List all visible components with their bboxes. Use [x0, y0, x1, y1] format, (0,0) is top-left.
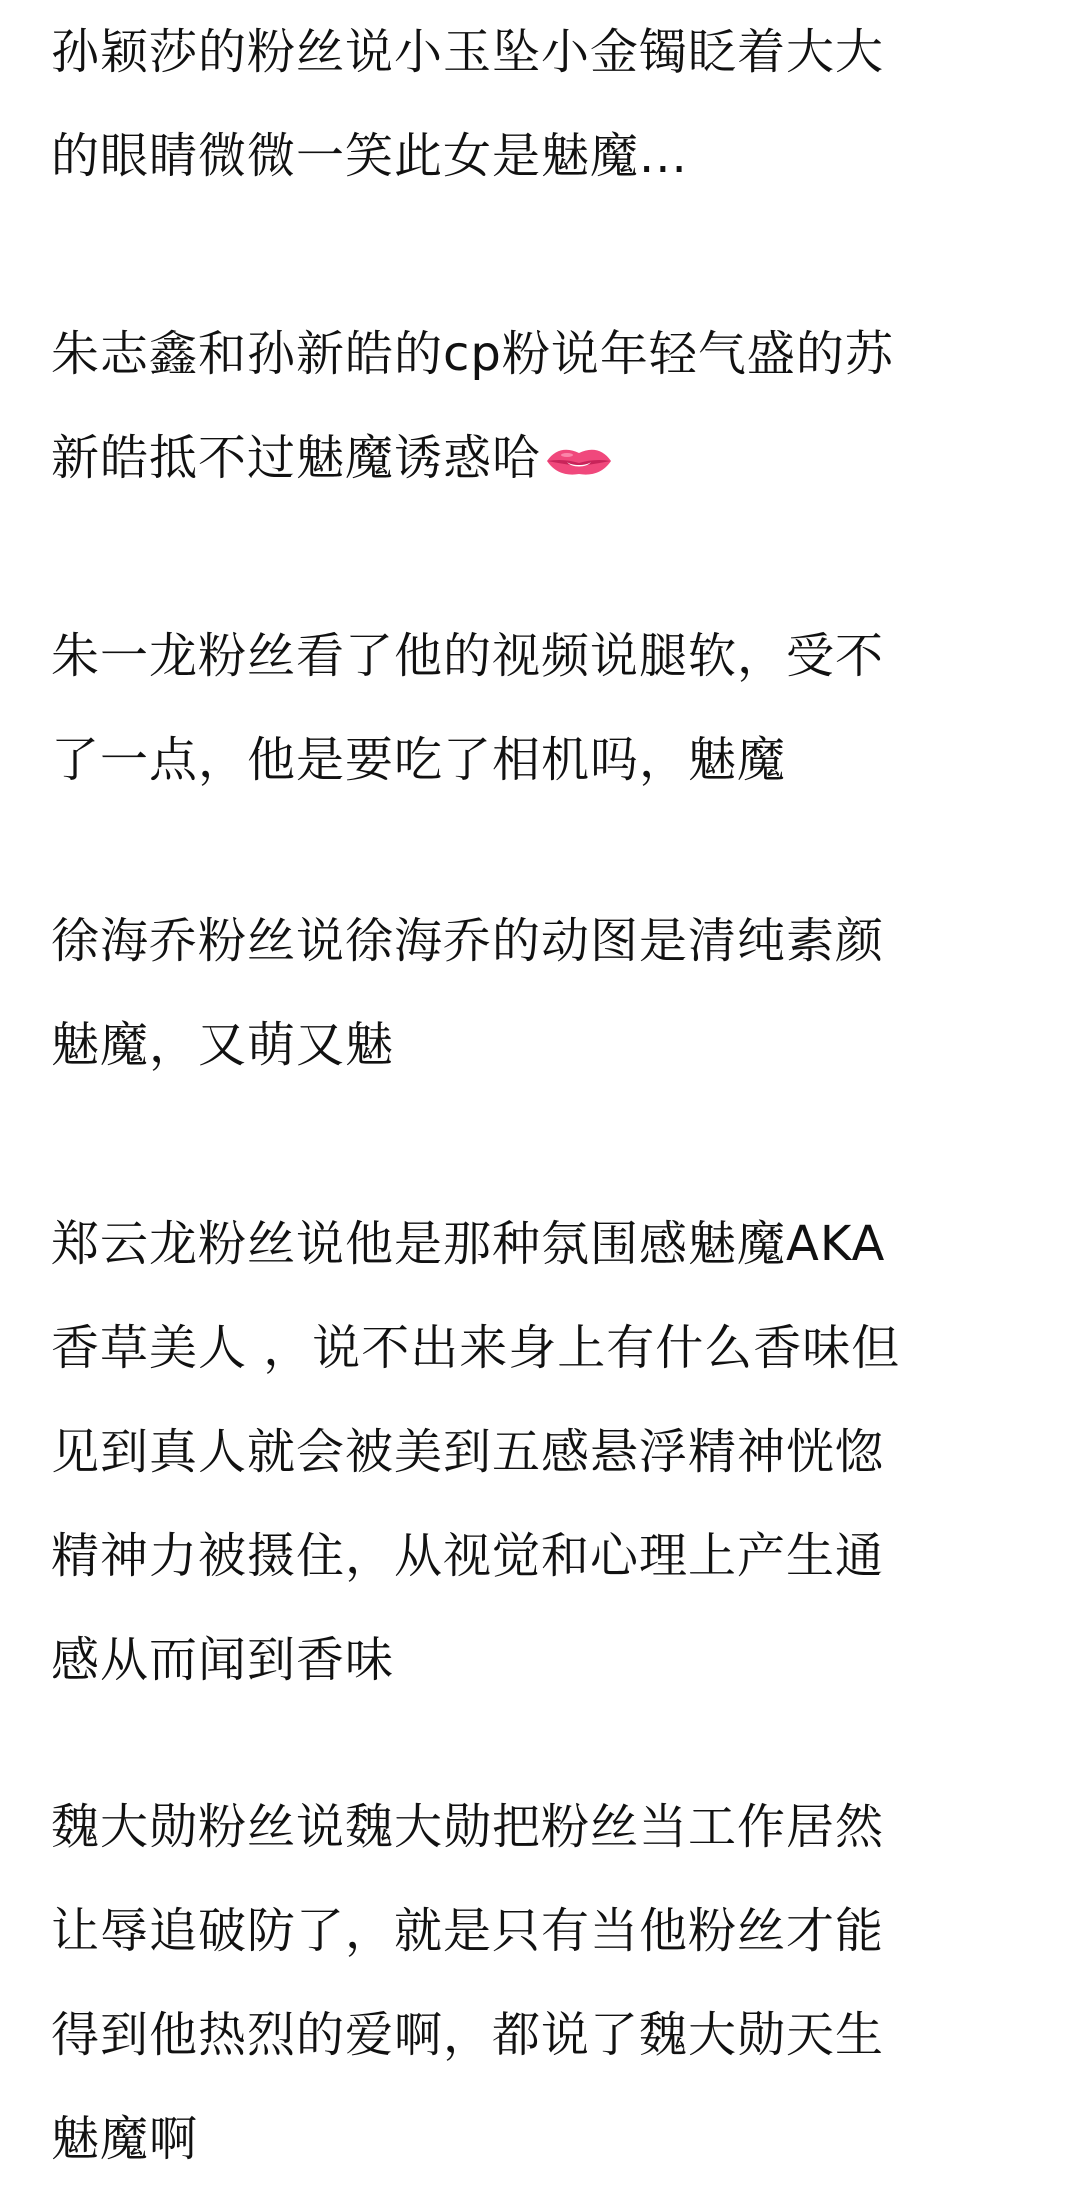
text-line: 魏大勋粉丝说魏大勋把粉丝当工作居然 — [51, 1799, 885, 1855]
text-line: 得到他热烈的爱啊，都说了魏大勋天生 — [51, 2007, 885, 2063]
text-line: 让辱追破防了，就是只有当他粉丝才能 — [51, 1903, 885, 1959]
paragraph-wei-daxun — [51, 1775, 1031, 2191]
text-line: 了一点，他是要吃了相机吗，魅魔 — [51, 732, 787, 788]
text-line: 精神力被摄住，从视觉和心理上产生通 — [51, 1528, 885, 1584]
text-line: 的眼睛微微一笑此女是魅魔... — [51, 128, 688, 184]
paragraph-zheng-yunlong — [51, 1192, 1031, 1712]
paragraph-zhu-yilong — [51, 604, 1031, 812]
text-line: 朱志鑫和孙新皓的cp粉说年轻气盛的苏 — [51, 326, 894, 382]
text-line: 新皓抵不过魅魔诱惑哈 — [51, 430, 542, 486]
text-line: 郑云龙粉丝说他是那种氛围感魅魔AKA — [51, 1216, 886, 1272]
text-line-with-emoji — [51, 406, 1031, 510]
paragraph-sun-yingsha — [51, 0, 1031, 208]
text-line: 魅魔，又萌又魅 — [51, 1017, 395, 1073]
text-line: 魅魔啊 — [51, 2111, 199, 2167]
text-line: 见到真人就会被美到五感悬浮精神恍惚 — [51, 1424, 885, 1480]
text-line: 朱一龙粉丝看了他的视频说腿软，受不 — [51, 628, 885, 684]
text-line: 香草美人 ，说不出来身上有什么香味但 — [51, 1320, 901, 1376]
text-line: 孙颖莎的粉丝说小玉坠小金镯眨着大大 — [51, 24, 885, 80]
text-line: 感从而闻到香味 — [51, 1632, 395, 1688]
paragraph-zhu-zhixin-cp — [51, 302, 1031, 510]
paragraph-xu-haiqiao — [51, 889, 1031, 1097]
biting-lip-emoji-icon — [545, 444, 613, 478]
text-line: 徐海乔粉丝说徐海乔的动图是清纯素颜 — [51, 913, 885, 969]
